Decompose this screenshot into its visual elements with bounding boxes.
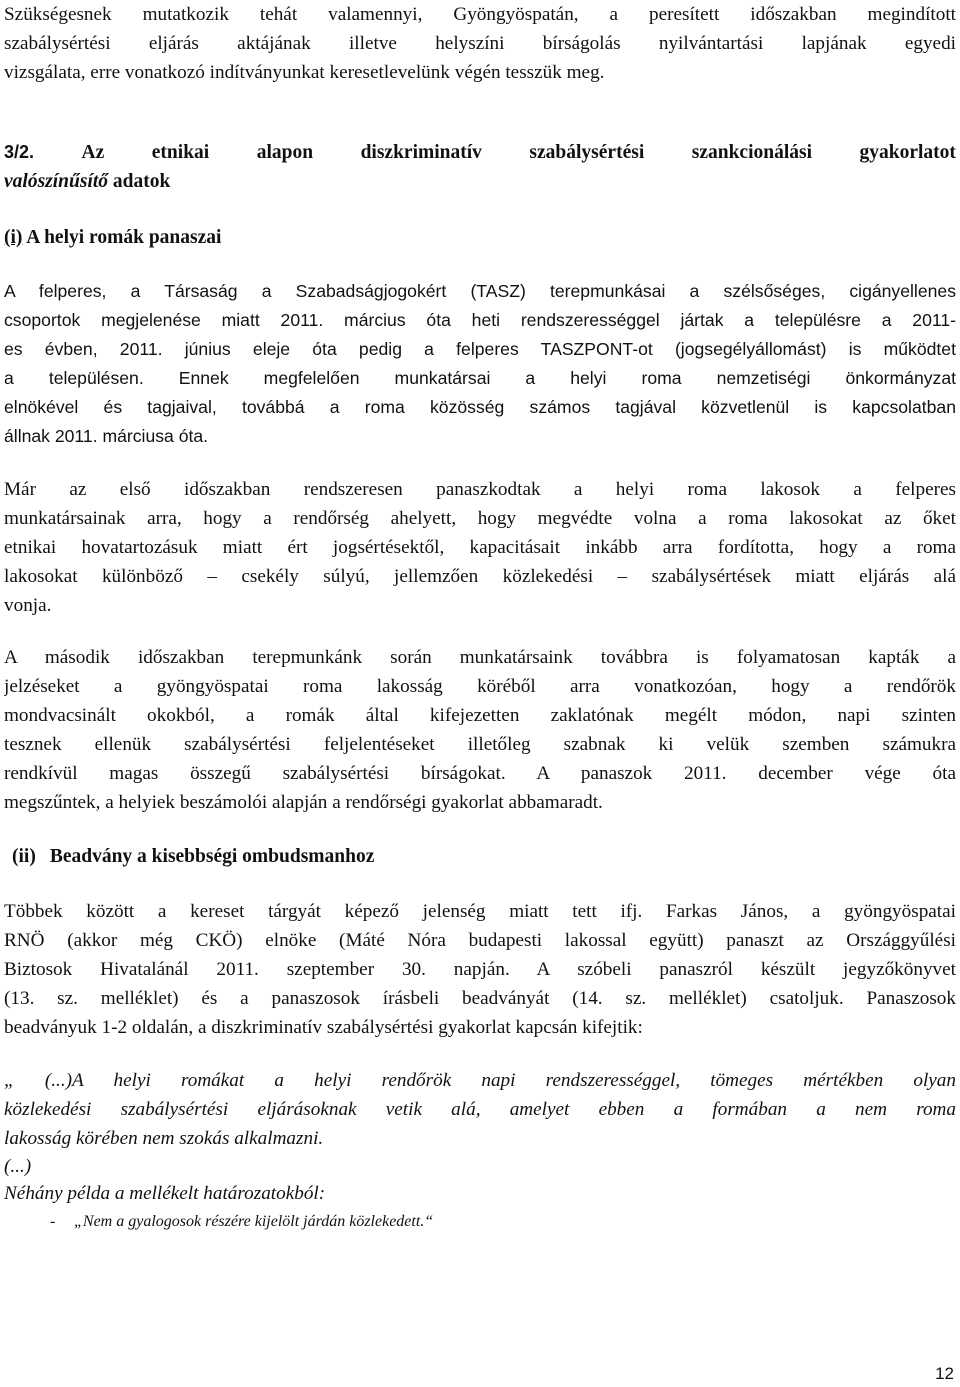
list-item-text: „Nem a gyalogosok részére kijelölt járdán közlekedett.“ xyxy=(74,1213,434,1230)
para4-line-1: Többek között a kereset tárgyát képező jelenség miatt tett ifj. Farkas János, a gyöngyöspatai xyxy=(4,901,956,922)
section-title-word-3: alapon xyxy=(256,142,314,163)
subsection-ii-label: (ii) xyxy=(12,846,36,867)
para1-line-3: es évben, 2011. június eleje óta pedig a felperes TASZPONT-ot (jogsegélyállomást) is működtet xyxy=(4,339,956,359)
paragraph-first-period xyxy=(4,475,956,620)
section-title-word-4: diszkriminatív xyxy=(360,142,482,163)
para2-line-5: vonja. xyxy=(4,595,52,616)
para3-line-1: A második időszakban terepmunkánk során munkatársaink továbbra is folyamatosan kapták a xyxy=(4,647,956,668)
para1-line-5: elnökével és tagjaival, továbbá a roma közösség számos tagjával közvetlenül is kapcsolatban xyxy=(4,397,956,417)
para3-line-6: megszűntek, a helyiek beszámolói alapján a rendőrségi gyakorlat abbamaradt. xyxy=(4,792,603,813)
list-dash: - xyxy=(50,1213,56,1230)
intro-line-2: szabálysértési eljárás aktájának illetve helyszíni bírságolás nyilvántartási lapjának egyedi xyxy=(4,33,956,54)
para3-line-2: jelzéseket a gyöngyöspatai roma lakosság köréből arra vonatkozóan, hogy a rendőrök xyxy=(4,676,956,697)
para1-line-6: állnak 2011. márciusa óta. xyxy=(4,426,209,446)
para2-line-1: Már az első időszakban rendszeresen panaszkodtak a helyi roma lakosok a felperes xyxy=(4,479,956,500)
section-title-word-1: Az xyxy=(81,142,105,163)
quote-line-1: „ (...)A helyi romákat a helyi rendőrök napi rendszerességgel, tömeges mértékben olyan xyxy=(4,1070,956,1091)
quote-list-item xyxy=(4,1207,956,1236)
section-title-italic: valószínűsítő xyxy=(4,171,109,192)
subsection-i-heading xyxy=(4,223,956,252)
paragraph-ombudsman xyxy=(4,897,956,1042)
intro-paragraph xyxy=(4,0,956,87)
quote-block xyxy=(4,1066,956,1236)
para1-line-4: a településen. Ennek megfelelően munkatársai a helyi roma nemzetiségi önkormányzat xyxy=(4,368,956,388)
para4-line-4: (13. sz. melléklet) és a panaszosok írásbeli beadványát (14. sz. melléklet) csatoljuk. Panaszosok xyxy=(4,988,956,1009)
paragraph-tasz xyxy=(4,277,956,451)
para3-line-4: tesznek ellenük szabálysértési feljelentéseket illetőleg szabnak ki velük szemben számukra xyxy=(4,734,956,755)
para1-line-1: A felperes, a Társaság a Szabadságjogokért (TASZ) terepmunkásai a szélsőséges, cigányellenes xyxy=(4,281,956,301)
section-title-rest: adatok xyxy=(108,171,171,192)
section-title-word-6: szankcionálási xyxy=(691,142,813,163)
intro-line-1: Szükségesnek mutatkozik tehát valamennyi, Gyöngyöspatán, a peresített időszakban megindított xyxy=(4,4,956,25)
paragraph-second-period xyxy=(4,643,956,817)
subsection-ii-title: Beadvány a kisebbségi ombudsmanhoz xyxy=(49,846,375,867)
para2-line-2: munkatársainak arra, hogy a rendőrség ahelyett, hogy megvédte volna a roma lakosokat az őket xyxy=(4,508,956,529)
para4-line-5: beadványuk 1-2 oldalán, a diszkriminatív szabálysértési gyakorlat kapcsán kifejtik: xyxy=(4,1017,643,1038)
intro-line-3: vizsgálata, erre vonatkozó indítványunkat keresetlevelünk végén tesszük meg. xyxy=(4,62,605,83)
para2-line-3: etnikai hovatartozásuk miatt ért jogsértésektől, kapacitásait inkább arra fordította, hogy a roma xyxy=(4,537,956,558)
para1-line-2: csoportok megjelenése miatt 2011. március óta heti rendszerességgel jártak a településre a 2011- xyxy=(4,310,956,330)
quote-ellipsis: (...) xyxy=(4,1156,32,1177)
section-title-word-2: etnikai xyxy=(151,142,210,163)
quote-examples-intro: Néhány példa a mellékelt határozatokból: xyxy=(4,1183,326,1204)
subsection-ii-heading xyxy=(4,842,956,871)
para4-line-2: RNÖ (akkor még CKÖ) elnöke (Máté Nóra budapesti lakossal együtt) panaszt az Országgyűlési xyxy=(4,930,956,951)
quote-line-2: közlekedési szabálysértési eljárásoknak vetik alá, amelyet ebben a formában a nem roma xyxy=(4,1099,956,1120)
quote-line-3: lakosság körében nem szokás alkalmazni. xyxy=(4,1128,324,1149)
subsection-i-label: (i) xyxy=(4,227,23,248)
page-number: 12 xyxy=(935,1364,954,1383)
section-title-word-7: gyakorlatot xyxy=(859,142,956,163)
section-number: 3/2. xyxy=(4,142,35,162)
section-heading xyxy=(4,138,956,196)
para4-line-3: Biztosok Hivatalánál 2011. szeptember 30. napján. A szóbeli panaszról készült jegyzőkönyvet xyxy=(4,959,956,980)
section-title-word-5: szabálysértési xyxy=(529,142,645,163)
para3-line-5: rendkívül magas összegű szabálysértési bírságokat. A panaszok 2011. december vége óta xyxy=(4,763,956,784)
para2-line-4: lakosokat különböző – csekély súlyú, jellemzően közlekedési – szabálysértések miatt eljárás alá xyxy=(4,566,956,587)
para3-line-3: mondvacsinált okokból, a romák által kifejezetten zaklatónak megélt módon, napi szinten xyxy=(4,705,956,726)
subsection-i-title: A helyi romák panaszai xyxy=(22,227,222,248)
